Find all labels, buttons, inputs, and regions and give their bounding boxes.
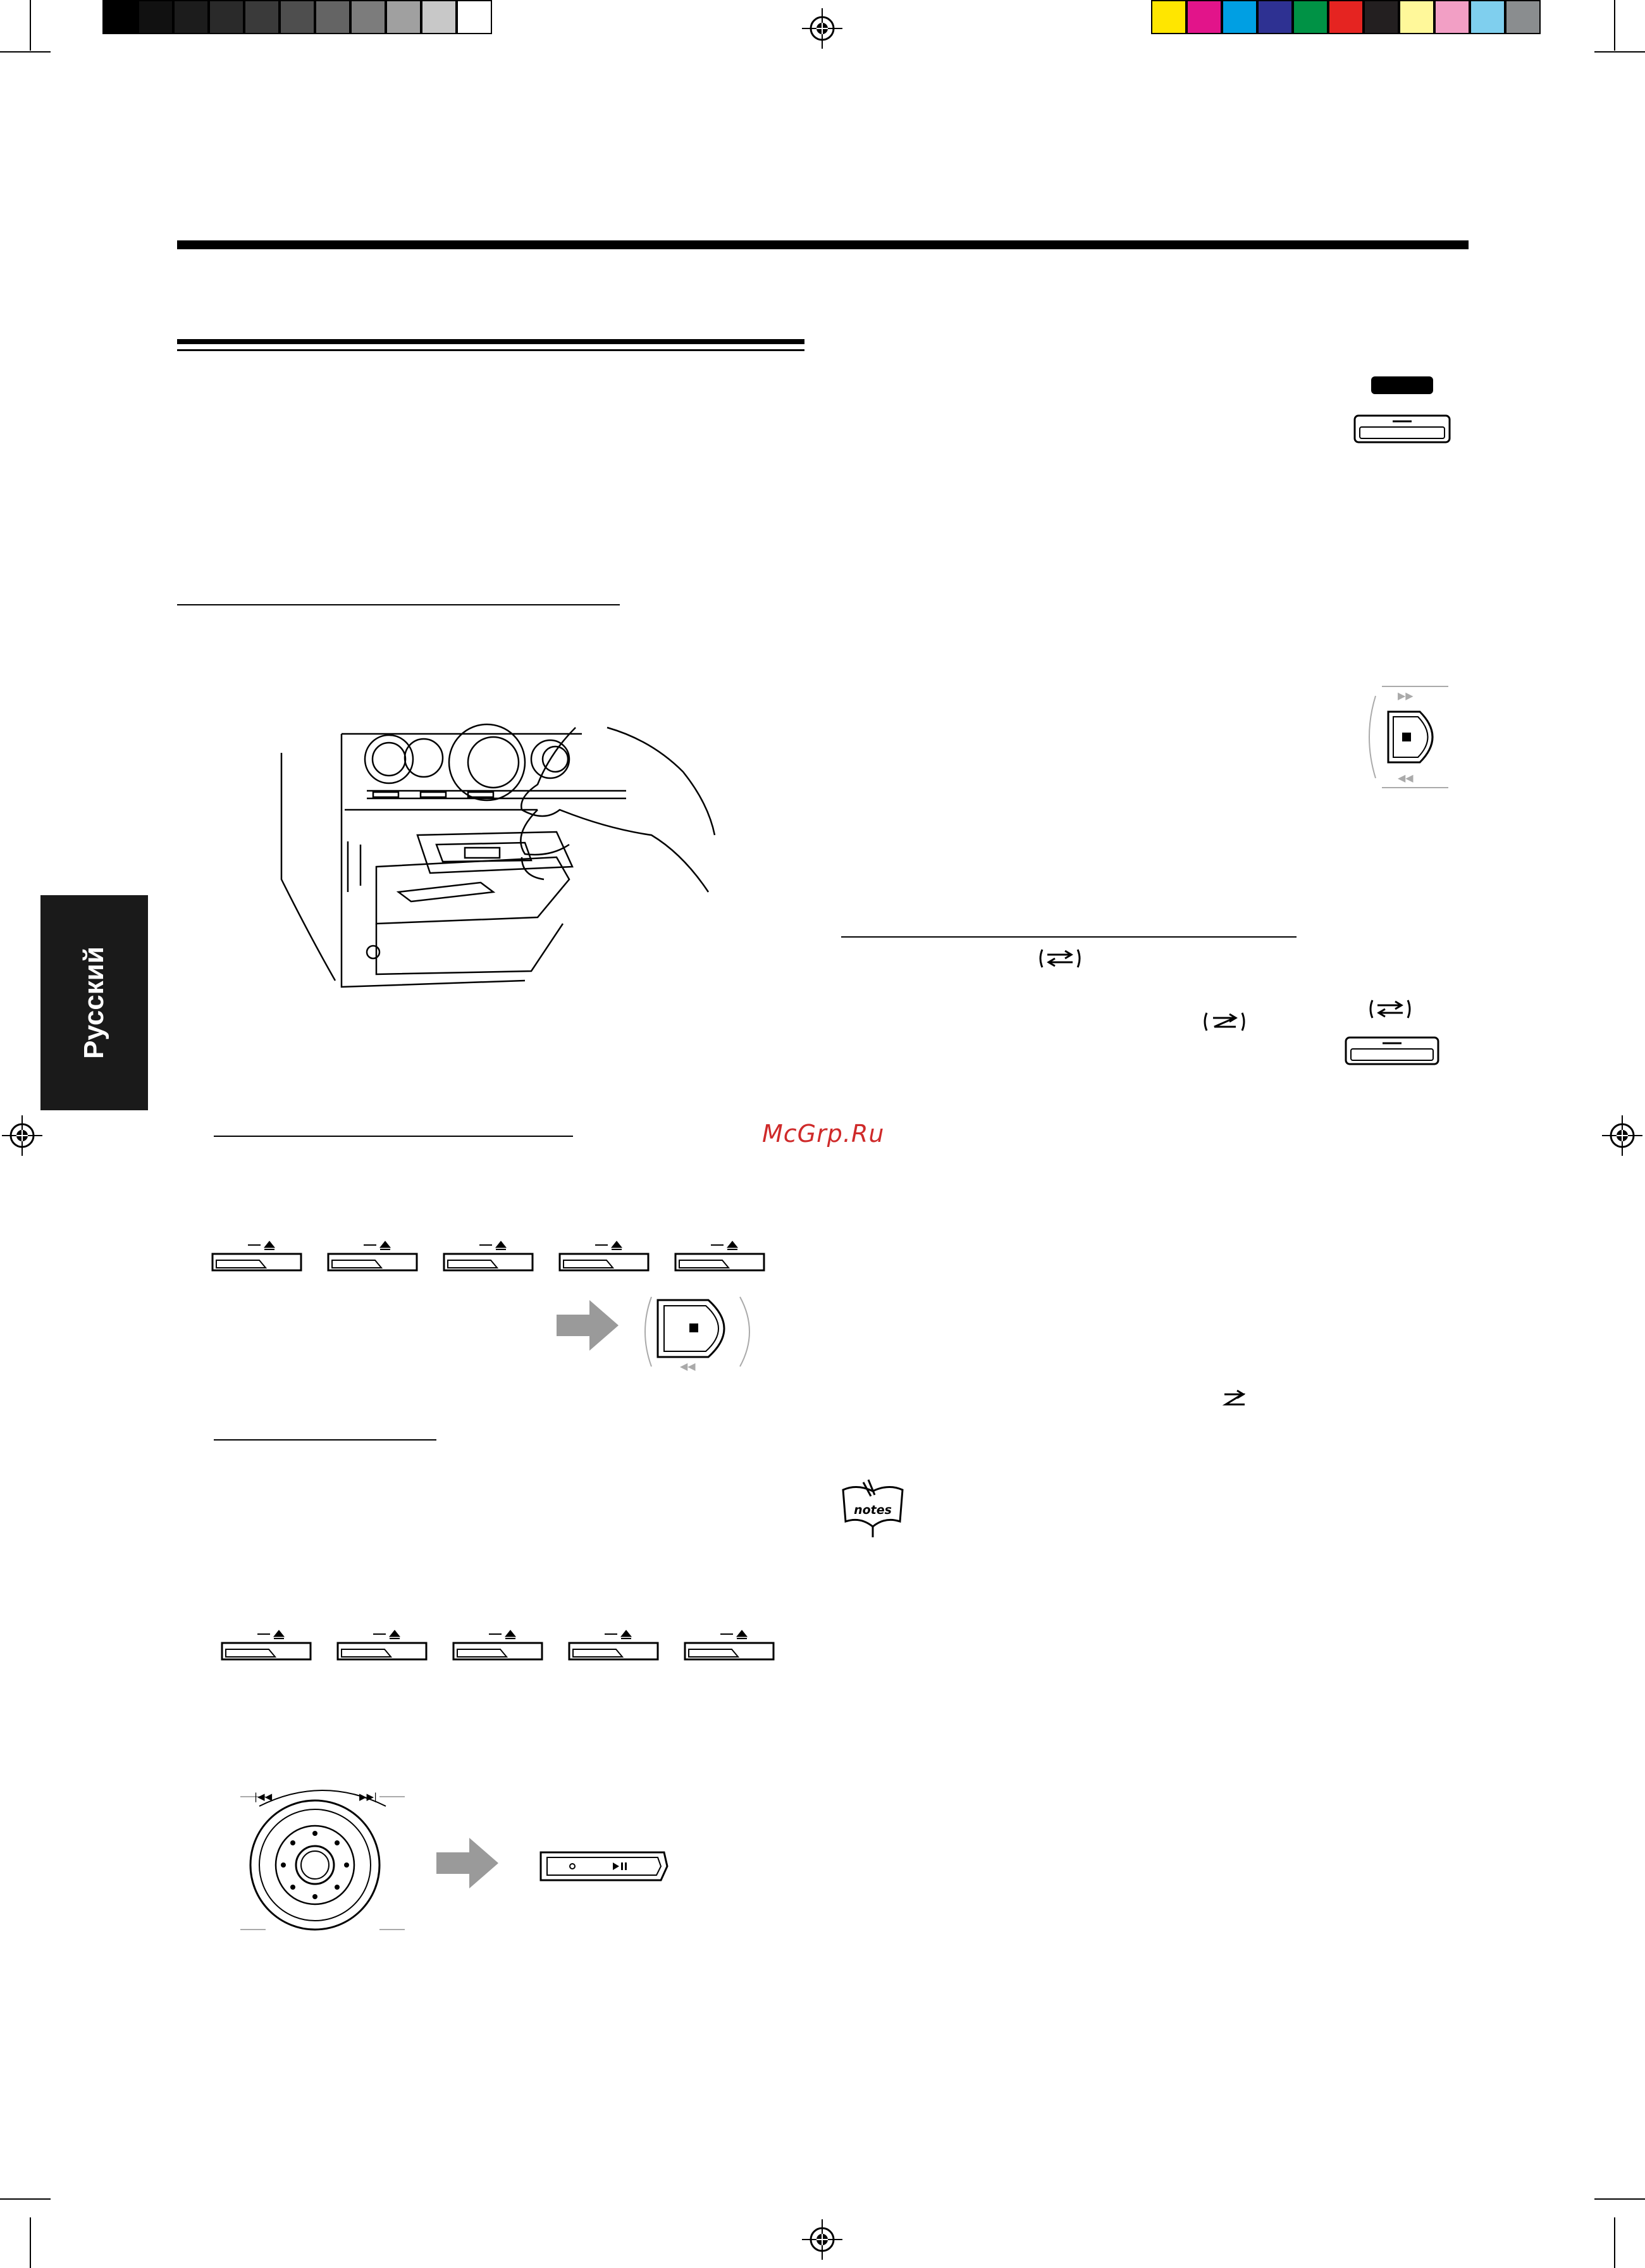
section-title-rule bbox=[177, 339, 804, 344]
slot-button-icon bbox=[1345, 1036, 1439, 1065]
subsection-underline bbox=[214, 1136, 573, 1137]
right-arrow-icon bbox=[557, 1297, 620, 1354]
section-title-rule-thin bbox=[177, 349, 804, 351]
subsection-underline bbox=[214, 1439, 436, 1441]
watermark: McGrp.Ru bbox=[762, 1120, 885, 1148]
svg-text:◀◀: ◀◀ bbox=[1398, 772, 1414, 784]
language-tab-label: Русский bbox=[78, 946, 109, 1059]
svg-text:◀◀: ◀◀ bbox=[680, 1360, 696, 1372]
multi-control-dial-icon bbox=[240, 1781, 405, 1936]
eject-buttons-row bbox=[209, 1240, 772, 1284]
header-rule bbox=[177, 240, 1469, 249]
eject-buttons-row bbox=[218, 1629, 781, 1673]
slot-button-icon bbox=[1353, 414, 1451, 443]
subsection-underline bbox=[841, 936, 1297, 938]
repeat-reverse-icon bbox=[1202, 1009, 1247, 1034]
repeat-icon bbox=[1037, 946, 1083, 971]
svg-text:▶▶|: ▶▶| bbox=[359, 1791, 378, 1802]
svg-text:|◀◀: |◀◀ bbox=[254, 1791, 273, 1802]
svg-text:▶▶: ▶▶ bbox=[1398, 690, 1414, 702]
language-tab bbox=[40, 895, 148, 1110]
notes-label: notes bbox=[854, 1503, 892, 1517]
black-key-icon bbox=[1371, 376, 1433, 394]
notes-icon bbox=[838, 1477, 908, 1540]
cassette-insertion-illustration bbox=[272, 728, 715, 993]
subsection-underline bbox=[177, 604, 620, 605]
stop-button-icon bbox=[1363, 683, 1451, 791]
repeat-reverse-icon bbox=[1221, 1388, 1248, 1411]
right-arrow-icon bbox=[436, 1835, 500, 1892]
play-pause-button-icon bbox=[534, 1847, 670, 1885]
stop-button-icon bbox=[639, 1291, 759, 1373]
repeat-icon bbox=[1367, 996, 1413, 1022]
